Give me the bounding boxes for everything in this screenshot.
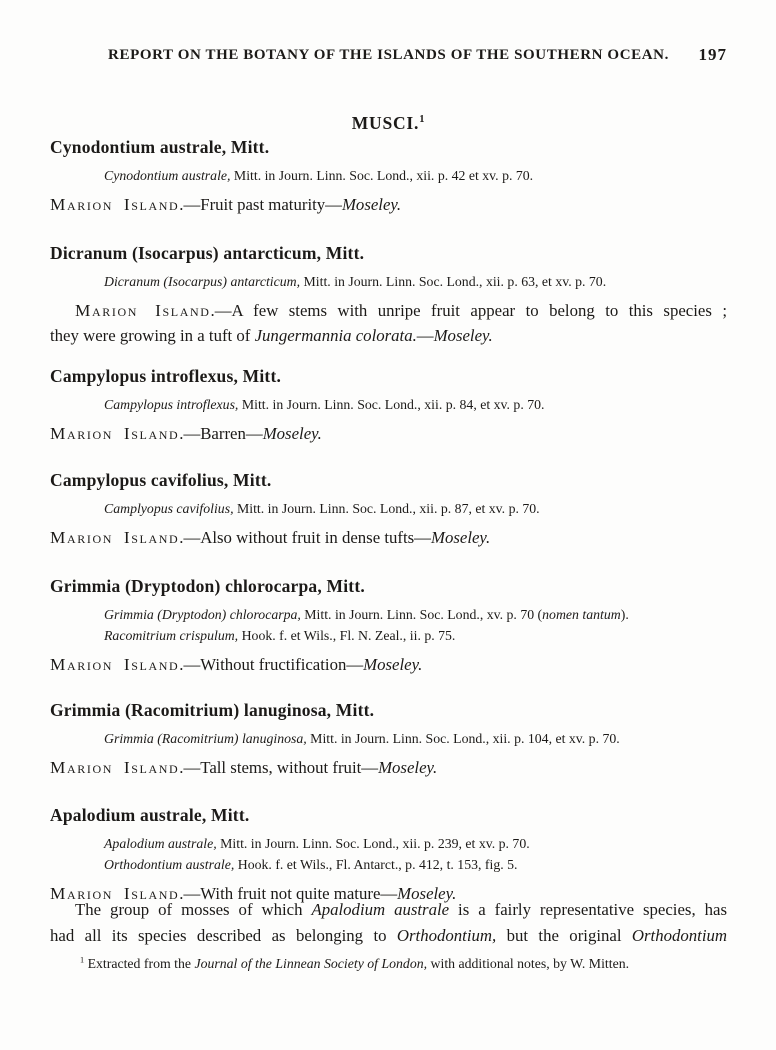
text-segment: Moseley. [363,655,423,674]
citation-list [104,271,727,292]
text-segment: Extracted from the [84,956,195,971]
text-segment: Journal of the Linnean Society of London, [194,956,428,971]
locality-note [50,298,727,348]
text-segment: they were growing in a tuft of [50,326,255,345]
text-segment: Marion Island [50,655,180,674]
text-line [50,652,727,677]
species-heading: Campylopus introflexus, Mitt. [50,366,282,386]
text-segment: Hook. f. et Wils., Fl. Antarct., p. 412, t. 153, fig. 5. [234,857,518,872]
page-number: 197 [698,45,727,64]
text-segment: Mitt. in Journ. Linn. Soc. Lond., xii. p. 84, et xv. p. 70. [238,397,545,412]
text-segment: Marion Island [75,301,211,320]
text-segment: .—Tall stems, without fruit— [179,758,379,777]
locality-note [50,421,727,446]
citation-list [104,833,727,875]
text-line [104,394,727,415]
closing-paragraph [50,897,727,948]
text-segment: .—Barren— [179,424,263,443]
text-segment: Marion Island [50,884,180,903]
locality-note [50,525,727,550]
species-heading: Grimmia (Dryptodon) chlorocarpa, Mitt. [50,576,365,596]
text-segment: is a fairly representative species, has [449,900,727,919]
citation-list [104,728,727,749]
text-segment: The group of mosses of which [75,900,312,919]
text-segment: Apalodium australe [311,900,450,919]
species-entry-grimmia-chlorocarpa [50,574,727,677]
text-segment: — [416,326,434,345]
text-line [104,625,727,646]
species-entry-campylopus-introflexus [50,364,727,446]
text-segment: .—A few stems with unripe fruit appear to belong to this species ; [210,301,727,320]
text-segment: Mitt. in Journ. Linn. Soc. Lond., xii. p. 63, et xv. p. 70. [300,274,607,289]
text-segment: 1 [80,955,85,965]
text-segment: Moseley. [397,884,457,903]
text-segment: Grimmia (Dryptodon) chlorocarpa, [104,607,301,622]
citation-list [104,604,727,646]
species-entry-dicranum-antarcticum [50,241,727,348]
section-title [50,112,727,135]
species-heading: Apalodium australe, Mitt. [50,805,250,825]
text-line [80,954,727,974]
text-segment: with additional notes, by W. Mitten. [427,956,630,971]
text-segment: Moseley. [341,195,402,214]
text-line [104,498,727,519]
text-line [104,854,727,875]
text-segment: Racomitrium crispulum, [104,628,239,643]
text-segment: Mitt. in Journ. Linn. Soc. Lond., xv. p. 70 ( [300,607,543,622]
text-line [104,833,727,854]
text-segment: Grimmia (Racomitrium) lanuginosa, [104,731,307,746]
citation-list [104,394,727,415]
text-segment: .—With fruit not quite mature— [179,884,398,903]
species-heading: Campylopus cavifolius, Mitt. [50,470,272,490]
text-segment: Camplyopus cavifolius, [104,501,234,516]
text-segment: .—Fruit past maturity— [179,195,342,214]
text-segment: Marion Island [50,758,180,777]
locality-note [50,652,727,677]
text-segment: Moseley. [430,528,491,547]
text-line [50,298,727,323]
text-segment: Orthodontium [631,925,727,945]
text-segment: Mitt. in Journ. Linn. Soc. Lond., xii. p. 104, et xv. p. 70. [306,731,620,746]
text-segment: Mitt. in Journ. Linn. Soc. Lond., xii. p. 239, et xv. p. 70. [216,836,530,851]
species-entry-apalodium-australe [50,803,727,906]
text-segment: Moseley. [262,424,322,443]
running-header [50,46,727,65]
text-segment: Jungermannia colorata. [254,326,417,345]
species-heading: Cynodontium australe, Mitt. [50,137,270,157]
text-segment: Marion Island [50,195,180,214]
species-heading: Dicranum (Isocarpus) antarcticum, Mitt. [50,243,365,263]
text-segment: Cynodontium australe, [104,168,231,183]
text-segment: Moseley. [433,326,493,345]
text-segment: Apalodium australe, [104,836,217,851]
text-line [104,271,727,292]
text-segment: Mitt. in Journ. Linn. Soc. Lond., xii. p. 42 et xv. p. 70. [230,168,534,183]
text-segment: had all its species described as belonging to [50,925,397,945]
text-line [50,923,727,949]
text-segment: ). [620,607,629,622]
species-entry-grimmia-lanuginosa [50,698,727,780]
text-line [104,604,727,625]
species-entry-campylopus-cavifolius [50,468,727,550]
text-segment: nomen tantum [542,607,621,622]
citation-list [104,498,727,519]
text-line [50,192,727,217]
species-entry-cynodontium-australe [50,135,727,217]
text-line [104,728,727,749]
section-title-text: MUSCI. [351,113,420,133]
text-segment: .—Also without fruit in dense tufts— [179,528,431,547]
text-segment: but the original [496,925,632,945]
text-line [50,421,727,446]
locality-note [50,755,727,780]
text-segment: Hook. f. et Wils., Fl. N. Zeal., ii. p. 75. [238,628,456,643]
footnote [50,954,727,974]
text-segment: Marion Island [50,424,180,443]
text-segment: Orthodontium, [396,925,497,945]
citation-list [104,165,727,186]
text-segment: Dicranum (Isocarpus) antarcticum, [104,274,301,289]
species-heading: Grimmia (Racomitrium) lanuginosa, Mitt. [50,700,375,720]
text-line [104,165,727,186]
text-line [50,897,727,923]
text-segment: Orthodontium australe, [104,857,235,872]
section-footnote-marker: 1 [419,114,426,126]
locality-note [50,192,727,217]
running-header-title: REPORT ON THE BOTANY OF THE ISLANDS OF THE SOUTHERN OCEAN. [108,47,669,63]
text-segment: Mitt. in Journ. Linn. Soc. Lond., xii. p. 87, et xv. p. 70. [233,501,540,516]
text-segment: Moseley. [378,758,438,777]
text-segment: Campylopus introflexus, [104,397,239,412]
text-segment: .—Without fructification— [179,655,364,674]
text-line [50,755,727,780]
text-line [50,323,727,348]
text-segment: Marion Island [50,528,180,547]
text-line [50,525,727,550]
